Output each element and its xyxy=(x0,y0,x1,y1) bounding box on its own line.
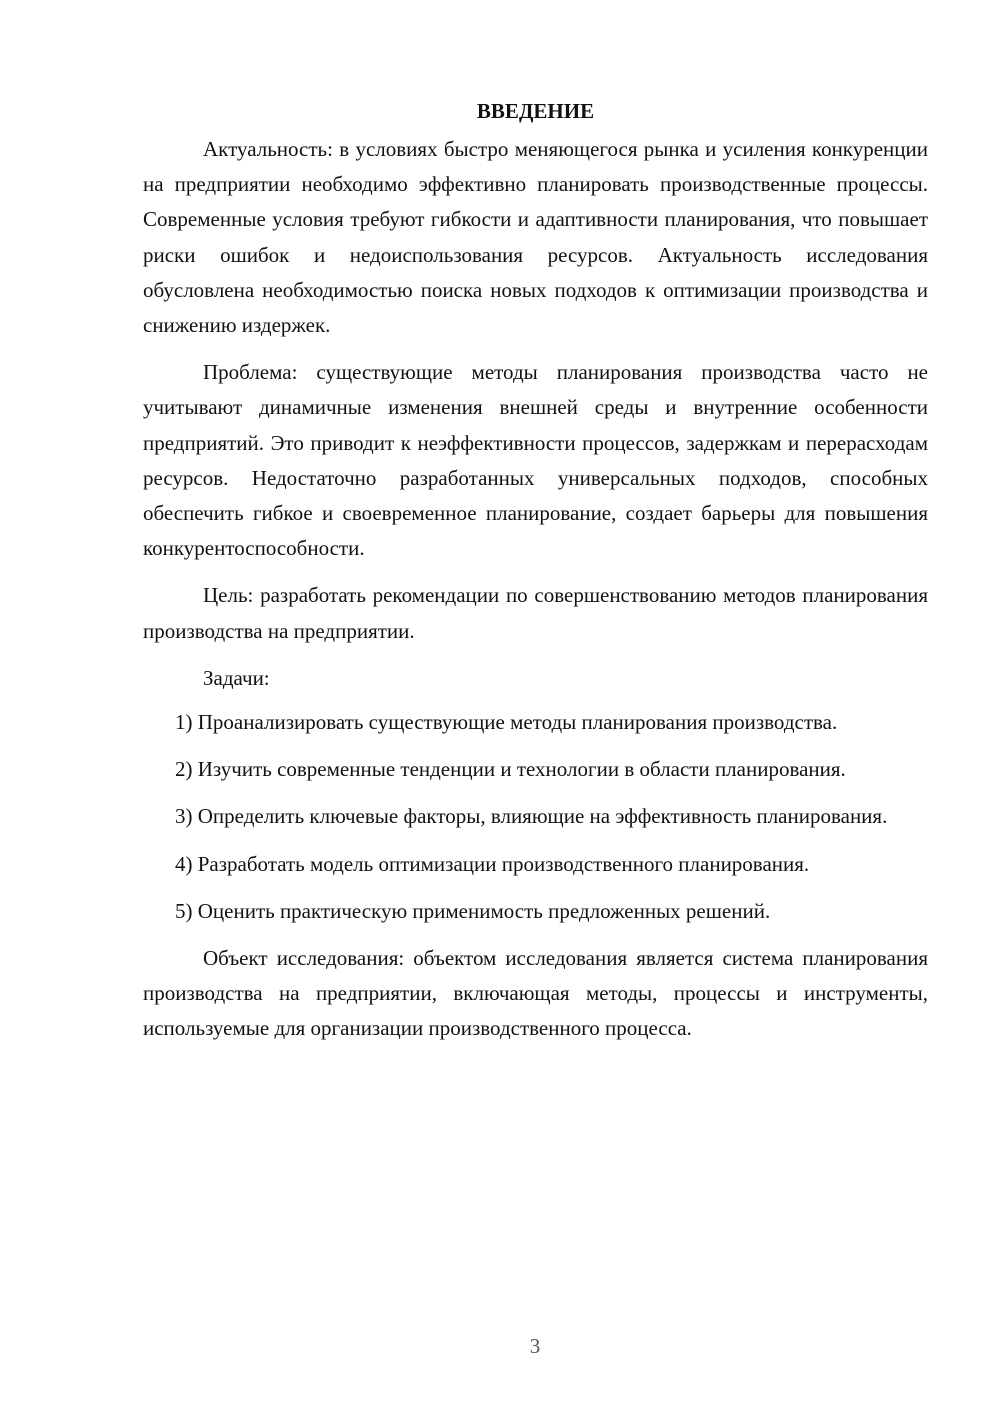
relevance-paragraph: Актуальность: в условиях быстро меняющегося рынка и усиления конкуренции на предприятии необходимо эффективно планировать производственные процессы. Современные условия требуют гибкости и адаптивности планирования, что повышает риски ошибок и недоиспользования ресурсов. Актуальность исследования обусловлена необходимостью поиска новых подходов к оптимизации производства и снижению издержек. xyxy=(143,137,928,338)
problem-paragraph: Проблема: существующие методы планирования производства часто не учитывают динамичные изменения внешней среды и внутренние особенности предприятий. Это приводит к неэффективности процессов, задержкам и перерасходам ресурсов. Недостаточно разработанных универсальных подходов, способных обеспечить гибкое и своевременное планирование, создает барьеры для повышения конкурентоспособности. xyxy=(143,360,928,561)
section-heading: ВВЕДЕНИЕ xyxy=(476,99,595,123)
tasks-label: Задачи: xyxy=(203,665,270,690)
page-content xyxy=(143,94,928,1059)
task-item-4: 4) Разработать модель оптимизации производственного планирования. xyxy=(175,851,810,876)
goal-paragraph: Цель: разработать рекомендации по совершенствованию методов планирования производства на предприятии. xyxy=(143,583,928,643)
task-item-5: 5) Оценить практическую применимость предложенных решений. xyxy=(175,898,771,923)
task-item-3: 3) Определить ключевые факторы, влияющие на эффективность планирования. xyxy=(175,804,888,829)
page-number: 3 xyxy=(529,1334,541,1358)
object-paragraph: Объект исследования: объектом исследования является система планирования производства на предприятии, включающая методы, процессы и инструменты, используемые для организации производственного процесса. xyxy=(143,946,928,1041)
task-item-2: 2) Изучить современные тенденции и технологии в области планирования. xyxy=(175,757,846,782)
task-item-1: 1) Проанализировать существующие методы планирования производства. xyxy=(175,710,838,735)
